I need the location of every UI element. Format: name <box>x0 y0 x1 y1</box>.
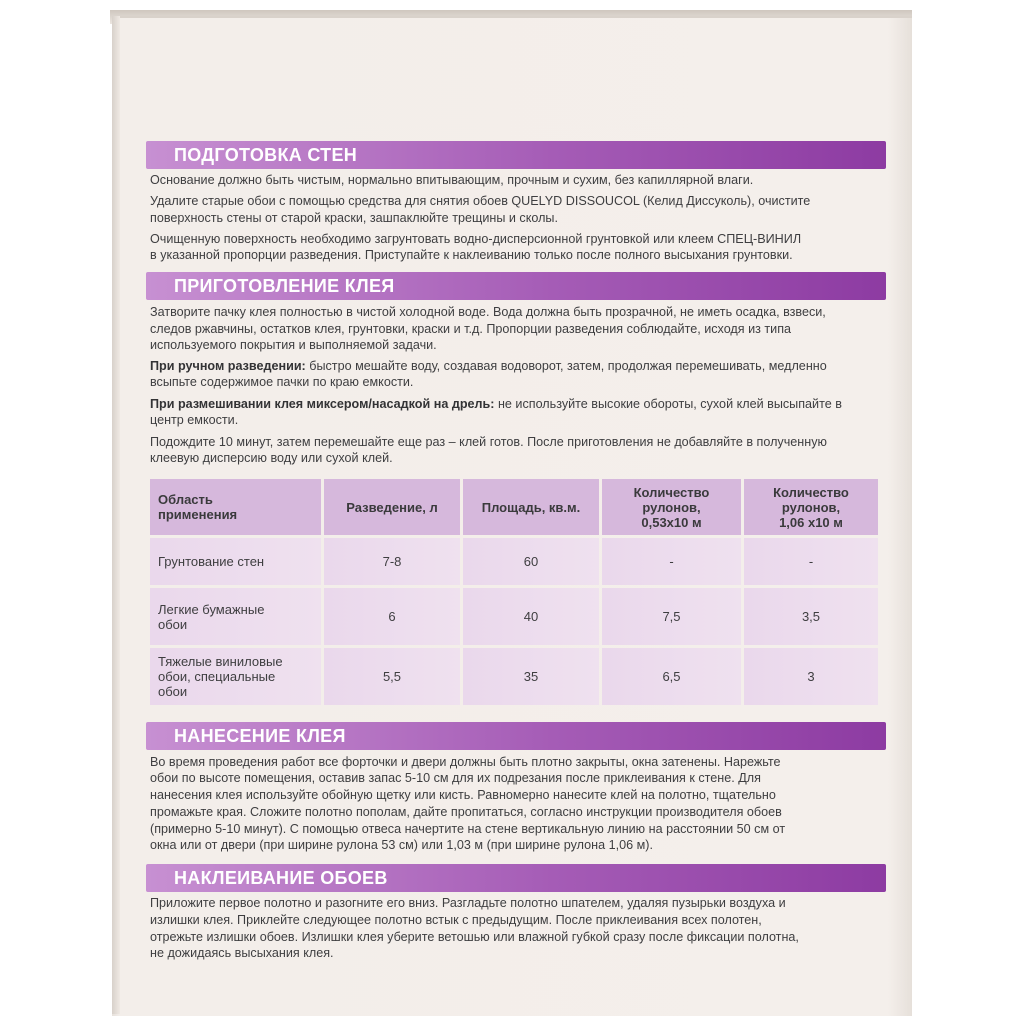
table-cell-application-area: Грунтование стен <box>150 538 321 585</box>
paragraph-line: Очищенную поверхность необходимо загрунтовать водно-дисперсионной грунтовкой или клеем СПЕЦ-ВИНИЛ <box>150 232 802 246</box>
table-header-application-area: Область применения <box>150 479 321 535</box>
table-header-dilution: Разведение, л <box>324 479 460 535</box>
paragraph-line: обои по высоте помещения, оставив запас 5-10 см для их подрезания после приклеивания к стене. Для <box>150 771 761 785</box>
table-cell-dilution: 6 <box>324 588 460 645</box>
table-cell-application-area: Легкие бумажные обои <box>150 588 321 645</box>
section-title: ПРИГОТОВЛЕНИЕ КЛЕЯ <box>174 276 395 296</box>
section-title: ПОДГОТОВКА СТЕН <box>174 145 358 165</box>
section-header-mixing <box>146 272 886 300</box>
paragraph-line: центр емкости. <box>150 413 239 427</box>
paragraph-line: не дожидаясь высыхания клея. <box>150 946 334 960</box>
table-cell-dilution: 7-8 <box>324 538 460 585</box>
table-cell-rolls-053: 7,5 <box>602 588 741 645</box>
section-title: НАКЛЕИВАНИЕ ОБОЕВ <box>174 868 388 888</box>
paragraph-text: быстро мешайте воду, создавая водоворот, затем, продолжая перемешивать, медленно <box>305 359 827 373</box>
paragraph-line: Во время проведения работ все форточки и двери должны быть плотно закрыты, окна затенены. Нарежьте <box>150 755 781 769</box>
paragraph-line: нанесения клея используйте обойную щетку или кисть. Равномерно нанесите клей на полотно, тщательно <box>150 788 776 802</box>
paragraph-line: окна или от двери (при ширине рулона 53 см) или 1,03 м (при ширине рулона 1,06 м). <box>150 838 653 852</box>
table-header-rolls-053: Количество рулонов, 0,53x10 м <box>602 479 741 535</box>
table-cell-rolls-106: 3,5 <box>744 588 878 645</box>
table-cell-application-area: Тяжелые виниловые обои, специальные обои <box>150 648 321 705</box>
paragraph-line: отрежьте излишки обоев. Излишки клея уберите ветошью или влажной губкой сразу после фиксации полотна, <box>150 930 799 944</box>
section-header-application <box>146 722 886 750</box>
paragraph-line: промажьте края. Сложите полотно пополам, дайте пропитаться, согласно инструкции производителя обоев <box>150 805 782 819</box>
paragraph-line: следов ржавчины, остатков клея, грунтовки, краски и т.д. Пропорции разведения соблюдайте, исходя из типа <box>150 322 792 336</box>
table-cell-area: 60 <box>463 538 599 585</box>
table-header-area: Площадь, кв.м. <box>463 479 599 535</box>
table-cell-rolls-053: - <box>602 538 741 585</box>
paragraph-line: Подождите 10 минут, затем перемешайте еще раз – клей готов. После приготовления не добавляйте в полученную <box>150 435 827 449</box>
bold-lead: При размешивании клея миксером/насадкой на дрель: <box>150 397 495 411</box>
paragraph-line: Удалите старые обои с помощью средства для снятия обоев QUELYD DISSOUCOL (Келид Диссуколь), очистите <box>150 194 811 208</box>
table-cell-area: 35 <box>463 648 599 705</box>
section-title: НАНЕСЕНИЕ КЛЕЯ <box>174 726 346 746</box>
paragraph-line <box>150 396 878 412</box>
table-cell-rolls-106: - <box>744 538 878 585</box>
table-cell-rolls-053: 6,5 <box>602 648 741 705</box>
proportions-table <box>150 479 878 705</box>
paragraph-line <box>150 358 878 374</box>
table-header-rolls-106: Количество рулонов, 1,06 x10 м <box>744 479 878 535</box>
paragraph: Основание должно быть чистым, нормально впитывающим, прочным и сухим, без капиллярной влаги. <box>150 173 754 187</box>
paragraph-line: поверхность стены от старой краски, зашпаклюйте трещины и сколы. <box>150 211 558 225</box>
paragraph-line: Затворите пачку клея полностью в чистой холодной воде. Вода должна быть прозрачной, не иметь осадка, взвеси, <box>150 305 826 319</box>
table-cell-rolls-106: 3 <box>744 648 878 705</box>
section-header-hanging <box>146 864 886 892</box>
paragraph-line: в указанной пропорции разведения. Приступайте к наклеиванию только после полного высыхания грунтовки. <box>150 248 793 262</box>
table-cell-area: 40 <box>463 588 599 645</box>
bold-lead: При ручном разведении: <box>150 359 306 373</box>
table-cell-dilution: 5,5 <box>324 648 460 705</box>
paragraph-line: Приложите первое полотно и разогните его вниз. Разгладьте полотно шпателем, удаляя пузырьки воздуха и <box>150 896 786 910</box>
paragraph-line: клеевую дисперсию воду или сухой клей. <box>150 451 393 465</box>
paragraph-line: (примерно 5-10 минут). С помощью отвеса начертите на стене вертикальную линию на расстоянии 50 см от <box>150 822 786 836</box>
paragraph-line: излишки клея. Приклейте следующее полотно встык с предыдущим. После приклеивания всех полотен, <box>150 913 762 927</box>
section-header-preparation <box>146 141 886 169</box>
package-edge <box>112 16 120 1014</box>
paragraph-text: не используйте высокие обороты, сухой клей высыпайте в <box>494 397 842 411</box>
paragraph-line: всыпьте содержимое пачки по краю емкости. <box>150 375 414 389</box>
paragraph-line: используемого покрытия и выполняемой задачи. <box>150 338 437 352</box>
